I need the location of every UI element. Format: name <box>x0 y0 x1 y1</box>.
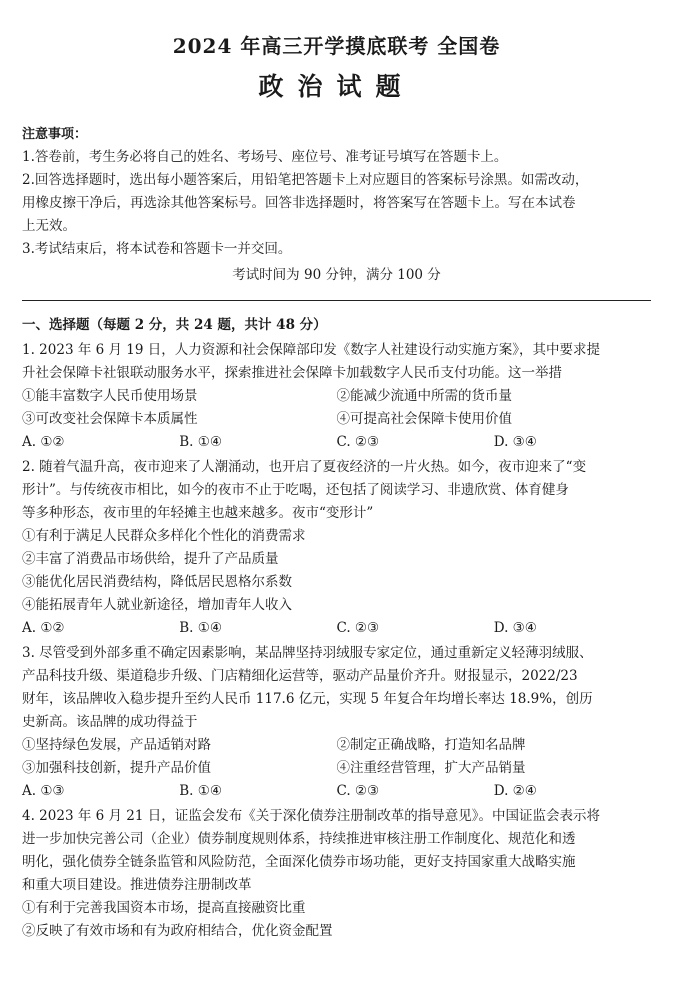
question-stem-line: 进一步加快完善公司（企业）债券制度规则体系，持续推进审核注册工作制度化、规范化和透 <box>22 831 576 847</box>
option-row <box>22 757 651 780</box>
exam-time-info: 考试时间为 90 分钟，满分 100 分 <box>232 267 441 283</box>
answer-choice: B. ①④ <box>179 620 222 636</box>
question-stem-line: 和重大项目建设。推进债券注册制改革 <box>22 877 252 893</box>
answer-choices <box>22 780 651 803</box>
option-row <box>22 734 651 757</box>
question-stem-line: 2. 随着气温升高，夜市迎来了人潮涌动，也开启了夏夜经济的一片火热。如今，夜市迎来了“变 <box>22 459 587 475</box>
option-statement: ②能减少流通中所需的货币量 <box>336 388 512 404</box>
exam-title: 2024 年高三开学摸底联考 全国卷 <box>172 34 501 58</box>
notes-line: 2.回答选择题时，选出每小题答案后，用铅笔把答题卡上对应题目的答案标号涂黑。如需改动， <box>22 172 589 188</box>
subject-title: 政治试题 <box>258 72 415 101</box>
question-item <box>22 805 651 943</box>
question-stem-line: 明化，强化债券全链条监管和风险防范，全面深化债券市场功能，更好支持国家重大战略实施 <box>22 854 576 870</box>
option-statement: ②反映了有效市场和有为政府相结合，优化资金配置 <box>22 923 333 939</box>
answer-choices <box>22 617 651 640</box>
answer-choice: C. ②③ <box>336 783 380 799</box>
answer-choice: D. ③④ <box>493 620 537 636</box>
question-stem-line: 等多种形态，夜市里的年轻摊主也越来越多。夜市“变形计” <box>22 505 374 521</box>
option-statement: ①能丰富数字人民币使用场景 <box>22 388 198 404</box>
question-stem-line: 产品科技升级、渠道稳步升级、门店精细化运营等，驱动产品量价齐升。财报显示，2022/23 <box>22 668 578 684</box>
answer-choices <box>22 431 651 454</box>
notes-line: 上无效。 <box>22 218 76 234</box>
option-statement: ①坚持绿色发展，产品适销对路 <box>22 737 211 753</box>
option-statement: ③可改变社会保障卡本质属性 <box>22 411 198 427</box>
section-heading: 一、选择题（每题 2 分，共 24 题，共计 48 分） <box>22 317 327 333</box>
option-statement: ②丰富了消费品市场供给，提升了产品质量 <box>22 551 279 567</box>
answer-choice: C. ②③ <box>336 620 380 636</box>
notes-line: 1.答卷前，考生务必将自己的姓名、考场号、座位号、准考证号填写在答题卡上。 <box>22 149 508 165</box>
notes-line: 3.考试结束后，将本试卷和答题卡一并交回。 <box>22 241 292 257</box>
question-stem-line: 升社会保障卡社银联动服务水平，探索推进社会保障卡加载数字人民币支付功能。这一举措 <box>22 365 562 381</box>
question-stem-line: 财年，该品牌收入稳步提升至约人民币 117.6 亿元，实现 5 年复合年均增长率达 18.9%，创历 <box>22 691 593 707</box>
question-stem-line: 1. 2023 年 6 月 19 日，人力资源和社会保障部印发《数字人社建设行动实施方案》，其中要求提 <box>22 342 601 358</box>
option-statement: ②制定正确战略，打造知名品牌 <box>336 737 526 753</box>
option-row <box>22 408 651 431</box>
answer-choice: D. ②④ <box>493 783 537 799</box>
notes-list <box>22 146 651 261</box>
option-statement: ③加强科技创新，提升产品价值 <box>22 760 211 776</box>
question-item <box>22 339 651 454</box>
notes-line: 用橡皮擦干净后，再选涂其他答案标号。回答非选择题时，将答案写在答题卡上。写在本试卷 <box>22 195 576 211</box>
exam-page <box>0 30 675 1006</box>
option-statement: ④注重经营管理，扩大产品销量 <box>336 760 526 776</box>
option-statement: ①有利于满足人民群众多样化个性化的消费需求 <box>22 528 306 544</box>
question-stem-line: 史新高。该品牌的成功得益于 <box>22 714 198 730</box>
option-statement: ③能优化居民消费结构，降低居民恩格尔系数 <box>22 574 292 590</box>
option-statement: ④能拓展青年人就业新途径，增加青年人收入 <box>22 597 292 613</box>
question-list <box>22 339 651 943</box>
question-stem-line: 4. 2023 年 6 月 21 日，证监会发布《关于深化债券注册制改革的指导意见》。中国证监会表示将 <box>22 808 601 824</box>
question-item <box>22 456 651 640</box>
answer-choice: A. ①③ <box>22 783 65 799</box>
notes-heading: 注意事项： <box>22 127 88 142</box>
answer-choice: D. ③④ <box>493 434 537 450</box>
answer-choice: B. ①④ <box>179 434 222 450</box>
option-row <box>22 385 651 408</box>
answer-choice: B. ①④ <box>179 783 222 799</box>
divider <box>22 300 651 301</box>
question-stem-line: 形计”。与传统夜市相比，如今的夜市不止于吃喝，还包括了阅读学习、非遗欣赏、体育健身 <box>22 482 569 498</box>
answer-choice: C. ②③ <box>336 434 380 450</box>
answer-choice: A. ①② <box>22 620 65 636</box>
answer-choice: A. ①② <box>22 434 65 450</box>
option-statement: ①有利于完善我国资本市场，提高直接融资比重 <box>22 900 306 916</box>
question-stem-line: 3. 尽管受到外部多重不确定因素影响，某品牌坚持羽绒服专家定位，通过重新定义轻薄羽绒服、 <box>22 645 593 661</box>
question-item <box>22 642 651 803</box>
option-statement: ④可提高社会保障卡使用价值 <box>336 411 512 427</box>
